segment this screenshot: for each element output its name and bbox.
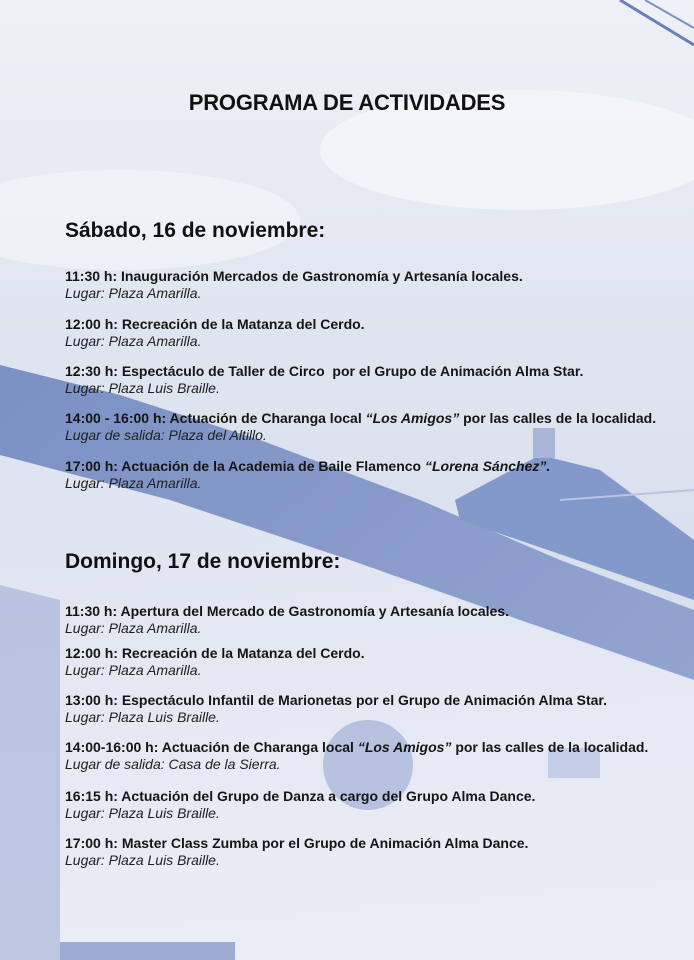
event-place: Lugar: Plaza Luis Braille. — [65, 852, 220, 868]
event-group-name: “Lorena Sánchez”. — [425, 458, 551, 474]
event-text: Espectáculo Infantil de Marionetas por el Grupo de Animación Alma Star. — [121, 692, 607, 708]
event-place: Lugar de salida: Casa de la Sierra. — [65, 756, 281, 772]
event-time: 16:15 h: — [65, 788, 118, 804]
event-item — [65, 316, 685, 350]
event-text-suffix: por las calles de la localidad. — [459, 410, 657, 426]
event-place: Lugar: Plaza Amarilla. — [65, 285, 202, 301]
event-item — [65, 692, 685, 726]
event-text: Recreación de la Matanza del Cerdo. — [121, 645, 365, 661]
event-text: Espectáculo de Taller de Circo por el Grupo de Animación Alma Star. — [121, 363, 584, 379]
event-item — [65, 363, 685, 397]
event-item — [65, 788, 685, 822]
event-time: 14:00 - 16:00 h: — [65, 410, 167, 426]
event-place: Lugar: Plaza Amarilla. — [65, 475, 202, 491]
event-item — [65, 835, 685, 869]
event-group-name: “Los Amigos” — [365, 410, 460, 426]
event-text: Apertura del Mercado de Gastronomía y Artesanía locales. — [120, 603, 510, 619]
event-item — [65, 458, 685, 492]
event-time: 11:30 h: — [65, 268, 118, 284]
event-place: Lugar: Plaza Amarilla. — [65, 333, 202, 349]
event-place: Lugar: Plaza Amarilla. — [65, 620, 202, 636]
event-item — [65, 410, 685, 444]
event-time: 17:00 h: — [65, 835, 118, 851]
event-text: Actuación de la Academia de Baile Flamenco — [121, 458, 425, 474]
day-heading-saturday: Sábado, 16 de noviembre: — [65, 219, 326, 242]
event-place: Lugar: Plaza Luis Braille. — [65, 805, 220, 821]
event-time: 12:00 h: — [65, 316, 118, 332]
event-text-suffix: por las calles de la localidad. — [451, 739, 649, 755]
event-time: 12:00 h: — [65, 645, 118, 661]
event-place: Lugar: Plaza Luis Braille. — [65, 380, 220, 396]
event-text: Actuación del Grupo de Danza a cargo del Grupo Alma Dance. — [121, 788, 536, 804]
event-text: Inauguración Mercados de Gastronomía y Artesanía locales. — [121, 268, 523, 284]
event-time: 17:00 h: — [65, 458, 118, 474]
event-time: 14:00-16:00 h: — [65, 739, 159, 755]
event-place: Lugar: Plaza Amarilla. — [65, 662, 202, 678]
event-group-name: “Los Amigos” — [357, 739, 452, 755]
event-time: 11:30 h: — [65, 603, 118, 619]
day-heading-sunday: Domingo, 17 de noviembre: — [65, 550, 341, 573]
event-text: Master Class Zumba por el Grupo de Animación Alma Dance. — [121, 835, 529, 851]
event-text: Actuación de Charanga local — [169, 410, 366, 426]
event-text: Actuación de Charanga local — [161, 739, 358, 755]
event-item — [65, 268, 685, 302]
event-place: Lugar: Plaza Luis Braille. — [65, 709, 220, 725]
event-time: 12:30 h: — [65, 363, 118, 379]
event-item — [65, 603, 685, 637]
event-item — [65, 645, 685, 679]
event-item — [65, 739, 685, 773]
event-text: Recreación de la Matanza del Cerdo. — [121, 316, 365, 332]
event-place: Lugar de salida: Plaza del Altillo. — [65, 427, 267, 443]
event-time: 13:00 h: — [65, 692, 118, 708]
page-title: PROGRAMA DE ACTIVIDADES — [188, 90, 506, 115]
